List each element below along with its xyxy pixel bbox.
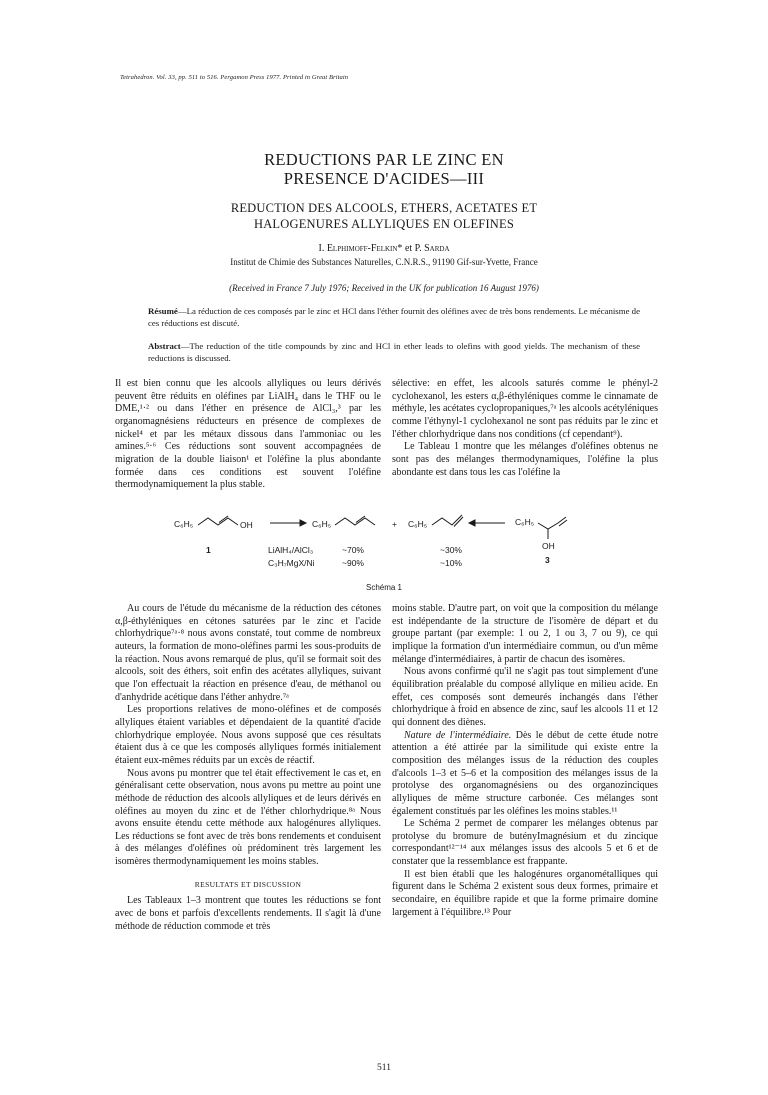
phenyl-label: C₆H₅	[408, 519, 428, 529]
compound-3-chain	[538, 517, 566, 529]
scheme-caption: Schéma 1	[365, 583, 403, 592]
right-column-top	[392, 378, 658, 479]
compound-1-chain	[198, 518, 238, 525]
paragraph-text: Dès le début de cette étude notre attention a été attirée par la similitude qui existe entre la composition des mélanges issus de la réduction des couples d'alcools 1–3 et 5–6 et la composition des mélanges issus de la protolyse des organomagnésiens ou des organozinciques allyliques de même structure carbonée. Ces mélanges sont également constitués par les oléfines les moins stables.¹¹	[392, 729, 659, 817]
paragraph: Nous avons confirmé qu'il ne s'agit pas tout simplement d'une équilibration préalable du composé allylique en milieu acide. En effet, ces composés sont demeurés inchangés dans l'éther chlorhydrique à froid en absence de zinc, sauf les alcools 11 et 12 qui donnent des diènes.	[392, 666, 658, 728]
author-2: P. Sarda	[414, 243, 450, 254]
section-heading: RESULTATS ET DISCUSSION	[194, 879, 302, 889]
paragraph: Au cours de l'étude du mécanisme de la réduction des cétones α,β-éthyléniques en cétones saturées par le zinc et l'acide chlorhydrique⁷ᵃ·⁸ nous avons constaté, tout comme de nombreux auteurs, la formation de mono-oléfines parmi les sous-produits de la réaction. Nous avons remarqué de plus, qu'il se formait soit des alcools, soit des éthers, soit enfin des acétates allyliques, suivant que l'on effectuait la réaction en présence d'eau, de méthanol ou d'anhydride acétique dans l'éther anhydre.⁷ᵃ	[115, 603, 381, 703]
resume-label: Résumé	[148, 306, 178, 316]
author-1: I. Elphimoff-Felkin*	[318, 243, 403, 254]
paragraph: Nous avons pu montrer que tel était effectivement le cas et, en généralisant cette observation, nous avons pu mettre au point une méthode de réduction des alcools allyliques et de leurs dérivés en oléfines au moyen du zinc et de l'éther chlorhydrique.⁸ᵃ Nous avons ensuite étendu cette méthode aux halogénures allyliques. Les réductions se font avec de très bons rendements et conduisent à des mélanges d'oléfines où prédominent très largement les isomères thermodynamiquement les moins stables.	[115, 767, 381, 868]
compound-number-3: 3	[545, 555, 550, 565]
reagent-2: C₃H₇MgX/Ni	[268, 558, 315, 568]
yield-a-1: ~70%	[342, 545, 364, 555]
hydroxyl-label: OH	[240, 520, 253, 530]
paragraph	[392, 730, 658, 819]
hydroxyl-label: OH	[542, 541, 555, 551]
phenyl-label: C₆H₅	[174, 519, 194, 529]
arrow-head	[469, 520, 475, 526]
author-conjunction: et	[402, 243, 415, 254]
yield-a-2: ~90%	[342, 558, 364, 568]
authors	[0, 243, 768, 254]
left-column-bottom	[115, 603, 381, 933]
plus-sign: +	[392, 519, 397, 529]
left-column-top	[115, 378, 381, 492]
title-line-2: PRESENCE D'ACIDES—III	[283, 169, 485, 188]
compound-number-1: 1	[206, 545, 211, 555]
yield-b-2: ~10%	[440, 558, 462, 568]
reagent-1: LiAlH₄/AlCl₃	[268, 545, 314, 555]
abstract-label: Abstract	[148, 341, 181, 351]
subsection-label: Nature de l'intermédiaire.	[404, 729, 512, 741]
article-subtitle	[0, 200, 768, 232]
abstract-text: —The reduction of the title compounds by zinc and HCl in ether leads to olefins with good yields. The mechanism of these reductions is discussed.	[148, 341, 640, 363]
phenyl-label: C₆H₅	[515, 517, 535, 527]
paragraph: Il est bien connu que les alcools allyliques ou leurs dérivés peuvent être réduits en oléfines par LiAlH₄ dans le THF ou le DME,¹·² ou dans l'éther en présence de AlCl₃,³ par les organomagnésiens réducteurs en présence de complexes de nickel⁴ et par les métaux dissous dans l'ammoniac ou les amines.⁵·⁶ Ces réductions sont souvent accompagnées de migration de la double liaison¹ et l'oléfine la plus abondante formée dans ces conditions est souvent l'oléfine thermodynamiquement la plus stable.	[115, 378, 381, 491]
title-line-1: REDUCTIONS PAR LE ZINC EN	[264, 150, 504, 169]
paragraph: sélective: en effet, les alcools saturés comme le phényl-2 cyclohexanol, les esters α,β-éthyléniques comme le cinnamate de méthyle, les acétates cyclopropaniques,⁷ᵃ les alcools acétyléniques comme l'éthynyl-1 cyclohexanol ne sont pas réduits par le zinc et l'éther chlorhydrique dans nos conditions (cf cependant⁹).	[392, 378, 658, 440]
paragraph: Les proportions relatives de mono-oléfines et de composés allyliques étaient variables et dépendaient de la quantité d'acide chlorhydrique employée. Nous avons supposé que ces résultats étaient dus à ce que les composés allyliques formés initialement étaient eux-mêmes réduits par un excès de réactif.	[115, 704, 381, 766]
paragraph: Il est bien établi que les halogénures organométalliques qui figurent dans le Schéma 2 existent sous deux formes, primaire et secondaire, en équilibre rapide et que la forme primaire domine largement à l'équilibre.¹³ Pour	[392, 868, 658, 918]
paragraph: Les Tableaux 1–3 montrent que toutes les réductions se font avec de bons et parfois d'excellents rendements. Il s'agit là d'une méthode de réduction commode et très	[115, 895, 381, 932]
affiliation: Institut de Chimie des Substances Naturelles, C.N.R.S., 91190 Gif-sur-Yvette, France	[230, 257, 538, 267]
arrow-head	[300, 520, 306, 526]
paragraph: Le Tableau 1 montre que les mélanges d'oléfines obtenus ne sont pas des mélanges thermodynamiques, l'oléfine la plus abondante est dans tous les cas l'oléfine la	[392, 441, 658, 478]
page-number: 511	[377, 1063, 391, 1073]
right-column-bottom	[392, 603, 658, 919]
subtitle-line-1: REDUCTION DES ALCOOLS, ETHERS, ACETATES ET	[230, 201, 538, 215]
abstract-block	[148, 341, 640, 364]
received-dates: (Received in France 7 July 1976; Received in the UK for publication 16 August 1976)	[229, 283, 539, 293]
resume-block	[148, 306, 640, 329]
reaction-scheme	[170, 507, 600, 579]
resume-text: —La réduction de ces composés par le zinc et HCl dans l'éther fournit des oléfines avec de très bons rendements. Le mécanisme de ces réductions est discuté.	[148, 306, 640, 328]
paragraph: moins stable. D'autre part, on voit que la composition du mélange est indépendante de la structure de l'isomère de départ et du groupe partant (par exemple: 1 ou 2, 1 ou 3, 7 ou 9), ce qui implique la formation d'un intermédiaire commun, ou d'un même mélange d'intermédiaires, à partir de chacun des isomères.	[392, 603, 658, 665]
subtitle-line-2: HALOGENURES ALLYLIQUES EN OLEFINES	[253, 217, 515, 231]
journal-citation: Tetrahedron. Vol. 33, pp. 511 to 516. Pergamon Press 1977. Printed in Great Britain	[120, 74, 349, 81]
yield-b-1: ~30%	[440, 545, 462, 555]
paragraph: Le Schéma 2 permet de comparer les mélanges obtenus par protolyse du bromure de butényImagnésium et du zincique correspondant¹²⁻¹⁴ aux mélanges issus des alcools 5 et 6 et de constater que la ressemblance est frappante.	[392, 818, 658, 868]
article-title	[0, 150, 768, 188]
product-a-chain	[335, 518, 375, 525]
phenyl-label: C₆H₅	[312, 519, 332, 529]
